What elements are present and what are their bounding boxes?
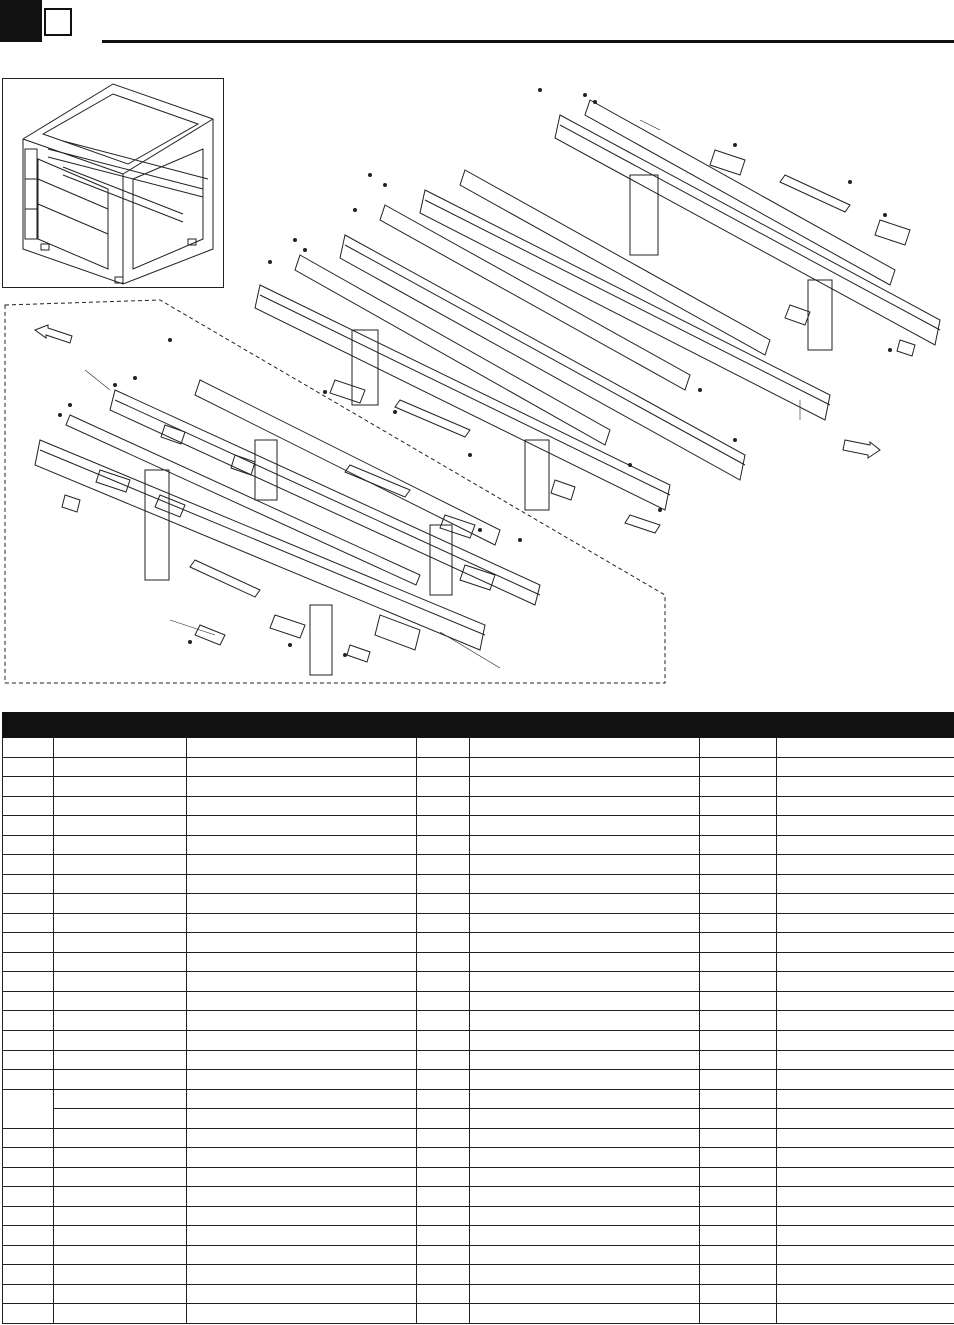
table-cell (54, 894, 187, 914)
table-cell (54, 972, 187, 992)
table-cell (417, 894, 470, 914)
table-cell (777, 777, 954, 797)
table-cell (54, 1089, 187, 1109)
table-cell (3, 874, 54, 894)
table-cell (470, 855, 700, 875)
table-cell (417, 1089, 470, 1109)
table-cell (417, 816, 470, 836)
exploded-parts-diagram (0, 60, 954, 700)
table-cell (417, 796, 470, 816)
table-cell (700, 816, 777, 836)
table-cell (417, 1128, 470, 1148)
table-cell (777, 1284, 954, 1304)
table-cell (777, 1148, 954, 1168)
table-cell (777, 1089, 954, 1109)
table-cell (700, 1109, 777, 1129)
table-cell (54, 913, 187, 933)
table-cell (417, 1011, 470, 1031)
table-cell (777, 972, 954, 992)
table-cell (187, 933, 417, 953)
table-cell (777, 1226, 954, 1246)
table-cell (700, 913, 777, 933)
table-cell (187, 913, 417, 933)
table-cell (777, 991, 954, 1011)
table-row (3, 1245, 954, 1265)
table-cell (417, 991, 470, 1011)
table-cell (187, 1148, 417, 1168)
table-cell (777, 1265, 954, 1285)
table-cell (187, 1265, 417, 1285)
table-cell (777, 933, 954, 953)
table-cell (54, 952, 187, 972)
table-cell (470, 1167, 700, 1187)
table-row (3, 1187, 954, 1207)
table-cell (3, 1187, 54, 1207)
table-cell (3, 1128, 54, 1148)
table-header-row (3, 713, 954, 738)
header-rule (102, 40, 954, 43)
table-cell (777, 952, 954, 972)
table-row (3, 1167, 954, 1187)
table-row (3, 738, 954, 758)
table-cell (700, 1050, 777, 1070)
table-cell (3, 894, 54, 914)
table-cell (700, 777, 777, 797)
table-cell (700, 991, 777, 1011)
table-cell (3, 1226, 54, 1246)
table-cell (187, 1167, 417, 1187)
table-cell (700, 796, 777, 816)
table-cell (700, 1148, 777, 1168)
table-cell (700, 933, 777, 953)
table-cell (54, 738, 187, 758)
table-cell (417, 835, 470, 855)
table-cell (54, 1284, 187, 1304)
table-cell (470, 972, 700, 992)
table-cell (777, 835, 954, 855)
table-cell (417, 1284, 470, 1304)
table-cell (3, 835, 54, 855)
table-cell (187, 1304, 417, 1324)
table-cell (54, 855, 187, 875)
table-cell (187, 757, 417, 777)
table-cell (777, 1167, 954, 1187)
col-header (777, 713, 954, 738)
table-cell (187, 1245, 417, 1265)
table-cell (54, 1265, 187, 1285)
table-cell (700, 835, 777, 855)
table-cell (417, 1167, 470, 1187)
detail-frame (5, 300, 665, 683)
parts-list-table (2, 712, 954, 1324)
table-cell (3, 757, 54, 777)
lower-rail-group (35, 380, 540, 675)
table-cell (417, 913, 470, 933)
table-cell (54, 1304, 187, 1324)
table-row (3, 952, 954, 972)
table-cell (187, 855, 417, 875)
table-cell (417, 1226, 470, 1246)
table-cell (470, 894, 700, 914)
table-cell (187, 1187, 417, 1207)
table-row (3, 1284, 954, 1304)
table-cell (3, 1011, 54, 1031)
table-cell (187, 874, 417, 894)
table-cell (777, 1050, 954, 1070)
table-row (3, 991, 954, 1011)
table-cell (470, 1030, 700, 1050)
table-cell (700, 1284, 777, 1304)
table-cell (470, 913, 700, 933)
table-cell (54, 1109, 187, 1129)
table-cell (3, 1148, 54, 1168)
table-cell (470, 1070, 700, 1090)
table-cell (700, 1089, 777, 1109)
table-cell (417, 1206, 470, 1226)
table-cell (54, 1167, 187, 1187)
table-cell (3, 991, 54, 1011)
table-cell (700, 738, 777, 758)
table-cell (187, 835, 417, 855)
table-row (3, 816, 954, 836)
table-cell (187, 952, 417, 972)
col-header (417, 713, 470, 738)
table-cell (470, 1304, 700, 1324)
table-row (3, 1206, 954, 1226)
table-cell (187, 1128, 417, 1148)
table-cell (3, 1206, 54, 1226)
table-cell (417, 1148, 470, 1168)
table-cell (470, 738, 700, 758)
table-row (3, 1226, 954, 1246)
table-cell (54, 1070, 187, 1090)
table-cell (3, 1284, 54, 1304)
table-cell (3, 1265, 54, 1285)
table-cell (700, 1187, 777, 1207)
table-cell (700, 894, 777, 914)
table-cell (54, 1148, 187, 1168)
col-header (54, 713, 187, 738)
table-cell (187, 1089, 417, 1109)
table-cell (777, 913, 954, 933)
table-cell (187, 1284, 417, 1304)
table-cell (470, 874, 700, 894)
table-row (3, 1089, 954, 1109)
table-cell (417, 1304, 470, 1324)
table-cell (777, 757, 954, 777)
table-cell (777, 1187, 954, 1207)
table-cell (470, 1206, 700, 1226)
table-cell (700, 972, 777, 992)
table-cell (470, 1148, 700, 1168)
table-cell (700, 1226, 777, 1246)
table-cell (417, 855, 470, 875)
table-cell (54, 933, 187, 953)
table-cell (700, 1030, 777, 1050)
table-cell (54, 777, 187, 797)
table-cell (54, 796, 187, 816)
table-cell (700, 952, 777, 972)
table-cell (470, 835, 700, 855)
table-cell (3, 1030, 54, 1050)
table-cell (54, 1226, 187, 1246)
table-cell (54, 816, 187, 836)
table-cell (470, 816, 700, 836)
table-cell (417, 972, 470, 992)
table-cell (777, 1245, 954, 1265)
table-cell (3, 913, 54, 933)
col-header (187, 713, 417, 738)
table-cell (54, 757, 187, 777)
table-cell (470, 933, 700, 953)
table-cell (417, 1109, 470, 1129)
table-cell (187, 1011, 417, 1031)
table-cell (3, 1304, 54, 1324)
table-cell (777, 1304, 954, 1324)
arrow-right-icon (843, 440, 880, 458)
table-cell (470, 1284, 700, 1304)
table-cell (777, 1206, 954, 1226)
table-cell (417, 874, 470, 894)
table-cell (187, 1109, 417, 1129)
table-cell (470, 1128, 700, 1148)
table-row (3, 1011, 954, 1031)
table-cell (417, 1030, 470, 1050)
table-cell (3, 816, 54, 836)
table-row (3, 874, 954, 894)
table-cell (700, 1265, 777, 1285)
table-cell (470, 1109, 700, 1129)
table-cell (3, 1089, 54, 1128)
table-cell (417, 757, 470, 777)
table-cell (3, 738, 54, 758)
table-row (3, 1304, 954, 1324)
table-cell (777, 855, 954, 875)
table-cell (470, 777, 700, 797)
table-cell (187, 972, 417, 992)
table-cell (187, 777, 417, 797)
table-row (3, 1050, 954, 1070)
table-cell (777, 1030, 954, 1050)
table-row (3, 1148, 954, 1168)
table-cell (54, 1030, 187, 1050)
table-cell (417, 1070, 470, 1090)
table-row (3, 777, 954, 797)
table-cell (3, 777, 54, 797)
table-cell (470, 1011, 700, 1031)
table-cell (3, 1167, 54, 1187)
table-cell (54, 991, 187, 1011)
table-cell (187, 991, 417, 1011)
table-row (3, 757, 954, 777)
table-cell (470, 1187, 700, 1207)
table-cell (777, 1011, 954, 1031)
table-cell (187, 796, 417, 816)
table-cell (777, 874, 954, 894)
table-cell (470, 952, 700, 972)
table-cell (54, 1011, 187, 1031)
table-cell (700, 1304, 777, 1324)
table-cell (470, 1226, 700, 1246)
table-cell (417, 1187, 470, 1207)
table-cell (187, 1050, 417, 1070)
arrow-left-icon (35, 325, 72, 343)
col-header (470, 713, 700, 738)
table-cell (777, 738, 954, 758)
table-cell (54, 874, 187, 894)
table-cell (700, 757, 777, 777)
table-cell (700, 1245, 777, 1265)
table-cell (3, 796, 54, 816)
table-row (3, 1030, 954, 1050)
table-cell (470, 796, 700, 816)
table-cell (777, 796, 954, 816)
table-cell (700, 1128, 777, 1148)
table-cell (700, 1167, 777, 1187)
table-cell (3, 972, 54, 992)
table-row (3, 1128, 954, 1148)
table-cell (417, 738, 470, 758)
table-cell (700, 855, 777, 875)
table-cell (3, 952, 54, 972)
table-cell (54, 1050, 187, 1070)
table-cell (54, 1187, 187, 1207)
table-cell (187, 1206, 417, 1226)
table-cell (187, 1226, 417, 1246)
table-cell (54, 1206, 187, 1226)
table-row (3, 1109, 954, 1129)
col-header (700, 713, 777, 738)
table-cell (470, 1245, 700, 1265)
table-cell (700, 1206, 777, 1226)
table-cell (3, 1070, 54, 1090)
table-cell (3, 1050, 54, 1070)
table-cell (187, 894, 417, 914)
table-cell (417, 952, 470, 972)
table-cell (417, 1265, 470, 1285)
table-cell (187, 1070, 417, 1090)
leader-lines (85, 120, 800, 668)
table-cell (187, 816, 417, 836)
table-row (3, 855, 954, 875)
table-cell (187, 738, 417, 758)
fastener-dots (58, 88, 892, 657)
table-cell (54, 1128, 187, 1148)
table-cell (470, 1089, 700, 1109)
table-cell (417, 1050, 470, 1070)
table-cell (470, 1050, 700, 1070)
table-row (3, 933, 954, 953)
col-header (3, 713, 54, 738)
table-cell (54, 1245, 187, 1265)
table-cell (777, 1070, 954, 1090)
table-cell (417, 1245, 470, 1265)
table-row (3, 1070, 954, 1090)
table-row (3, 835, 954, 855)
table-row (3, 796, 954, 816)
section-tab-black (0, 0, 42, 42)
table-cell (777, 816, 954, 836)
table-row (3, 913, 954, 933)
table-cell (3, 1245, 54, 1265)
table-row (3, 972, 954, 992)
table-cell (470, 757, 700, 777)
table-cell (54, 835, 187, 855)
table-cell (417, 933, 470, 953)
table-cell (417, 777, 470, 797)
table-body (3, 738, 954, 1324)
table-cell (777, 1128, 954, 1148)
table-cell (187, 1030, 417, 1050)
table-row (3, 1265, 954, 1285)
table-row (3, 894, 954, 914)
section-tab-box (44, 8, 72, 36)
table-cell (3, 933, 54, 953)
table-cell (470, 991, 700, 1011)
table-cell (700, 1011, 777, 1031)
table-cell (470, 1265, 700, 1285)
table-cell (700, 1070, 777, 1090)
table-cell (3, 855, 54, 875)
table-cell (777, 1109, 954, 1129)
table-cell (700, 874, 777, 894)
table-cell (777, 894, 954, 914)
